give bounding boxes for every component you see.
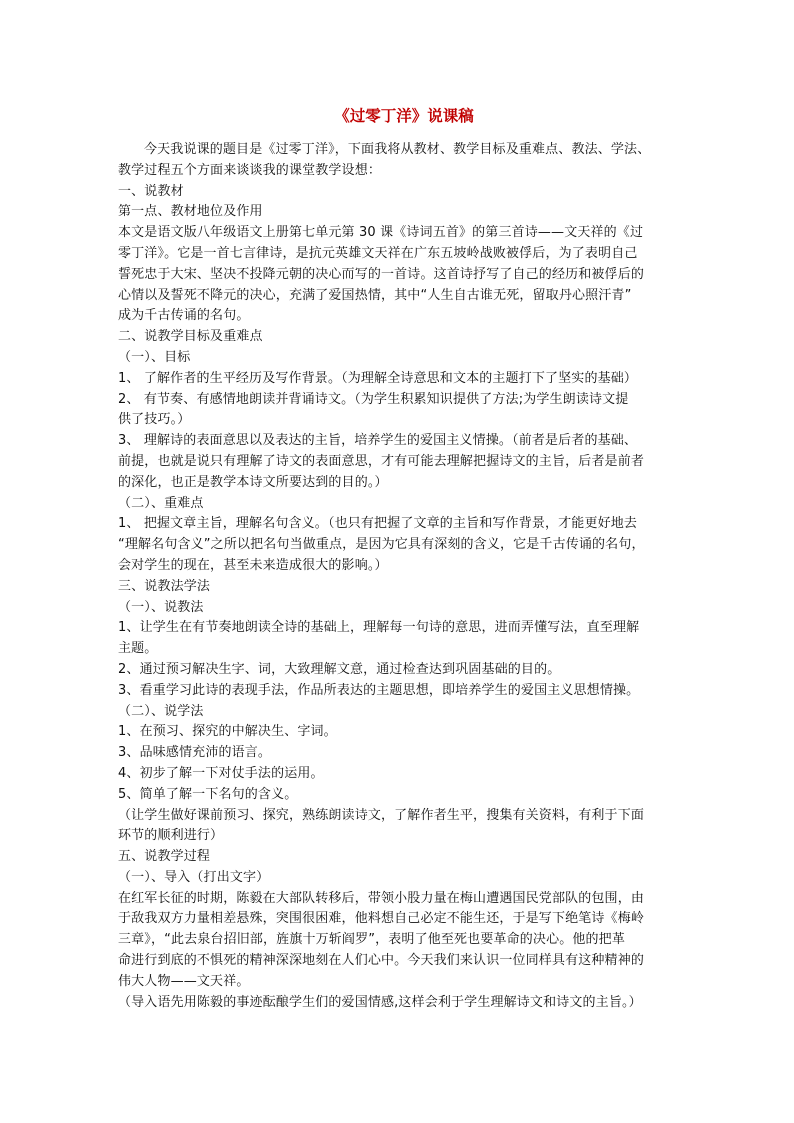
text-line: 3、看重学习此诗的表现手法，作品所表达的主题思想，即培养学生的爱国主义思想情操。	[118, 682, 640, 698]
text-line: “理解名句含义”之所以把名句当做重点，是因为它具有深刻的含义，它是千古传诵的名句，	[118, 537, 645, 553]
text-line: 成为千古传诵的名句。	[118, 308, 250, 324]
document-page	[118, 104, 690, 1013]
text-line: 于敌我双方力量相差悬殊，突围很困难，他料想自己必定不能生还，于是写下绝笔诗《梅岭	[118, 911, 645, 927]
text-line: （一）、说教法	[118, 599, 204, 615]
text-line: （一）、目标	[118, 349, 191, 365]
text-line: （一）、导入（打出文字）	[118, 869, 270, 885]
text-line: 1、让学生在有节奏地朗读全诗的基础上，理解每一句诗的意思，进而弄懂写法，直至理解	[118, 620, 640, 636]
text-line: 三章》，“此去泉台招旧部，旌旗十万斩阎罗”，表明了他至死也要革命的决心。他的把革	[118, 932, 625, 948]
text-line: 3、品味感情充沛的语言。	[118, 745, 272, 761]
text-line: （导入语先用陈毅的事迹酝酿学生们的爱国情感,这样会利于学生理解诗文和诗文的主旨。）	[118, 994, 642, 1010]
text-line: 环节的顺利进行）	[118, 828, 224, 844]
text-line: 教学过程五个方面来谈谈我的课堂教学设想：	[118, 162, 382, 178]
text-line: 1、 了解作者的生平经历及写作背景。（为理解全诗意思和文本的主题打下了坚实的基础）	[118, 370, 638, 386]
text-line: 5、简单了解一下名句的含义。	[118, 786, 298, 802]
text-line: 2、通过预习解决生字、词，大致理解文意，通过检查达到巩固基础的目的。	[118, 661, 561, 677]
text-line: 第一点、教材地位及作用	[118, 204, 263, 220]
text-line: 誓死忠于大宋、坚决不投降元朝的决心而写的一首诗。这首诗抒写了自己的经历和被俘后的	[118, 266, 645, 282]
text-line: 前提，也就是说只有理解了诗文的表面意思，才有可能去理解把握诗文的主旨，后者是前者	[118, 453, 645, 469]
text-line: 1、在预习、探究的中解决生、字词。	[118, 724, 337, 740]
text-line: 供了技巧。）	[118, 412, 191, 428]
text-line: 五、说教学过程	[118, 849, 211, 865]
text-line: 零丁洋》。它是一首七言律诗，是抗元英雄文天祥在广东五坡岭战败被俘后，为了表明自己	[118, 245, 638, 261]
text-line: 伟大人物——文天祥。	[118, 973, 250, 989]
text-line: 主题。	[118, 641, 158, 657]
text-line: 本文是语文版八年级语文上册第七单元第 30 课《诗词五首》的第三首诗——文天祥的《过	[118, 225, 644, 241]
text-line: 二、说教学目标及重难点	[118, 329, 263, 345]
text-line: 心情以及誓死不降元的决心，充满了爱国热情，其中“人生自古谁无死，留取丹心照汗青”	[118, 287, 632, 303]
text-line: 在红军长征的时期，陈毅在大部队转移后，带领小股力量在梅山遭遇国民党部队的包围，由	[118, 890, 645, 906]
text-line: 3、 理解诗的表面意思以及表达的主旨，培养学生的爱国主义情操。（前者是后者的基础、	[118, 433, 638, 449]
text-line: 2、 有节奏、有感情地朗读并背诵诗文。（为学生积累知识提供了方法;为学生朗读诗文提	[118, 391, 629, 407]
document-title: 《过零丁洋》说课稿	[334, 107, 474, 125]
text-line: （二）、说学法	[118, 703, 204, 719]
text-line: （让学生做好课前预习、探究，熟练朗读诗文，了解作者生平，搜集有关资料，有利于下面	[118, 807, 645, 823]
text-line: 的深化，也正是教学本诗文所要达到的目的。）	[118, 474, 388, 490]
text-line: 三、说教法学法	[118, 578, 211, 594]
text-line: （二）、重难点	[118, 495, 204, 511]
text-line: 命进行到底的不惧死的精神深深地刻在人们心中。今天我们来认识一位同样具有这种精神的	[118, 953, 645, 969]
text-line: 会对学生的现在，甚至未来造成很大的影响。）	[118, 557, 388, 573]
text-line: 4、初步了解一下对仗手法的运用。	[118, 765, 324, 781]
text-line: 一、说教材	[118, 183, 184, 199]
text-line: 1、 把握文章主旨，理解名句含义。（也只有把握了文章的主旨和写作背景，才能更好地去	[118, 516, 638, 532]
paragraph-first-line: 今天我说课的题目是《过零丁洋》，下面我将从教材、教学目标及重难点、教法、学法、	[144, 142, 651, 157]
document-body	[118, 140, 690, 1013]
